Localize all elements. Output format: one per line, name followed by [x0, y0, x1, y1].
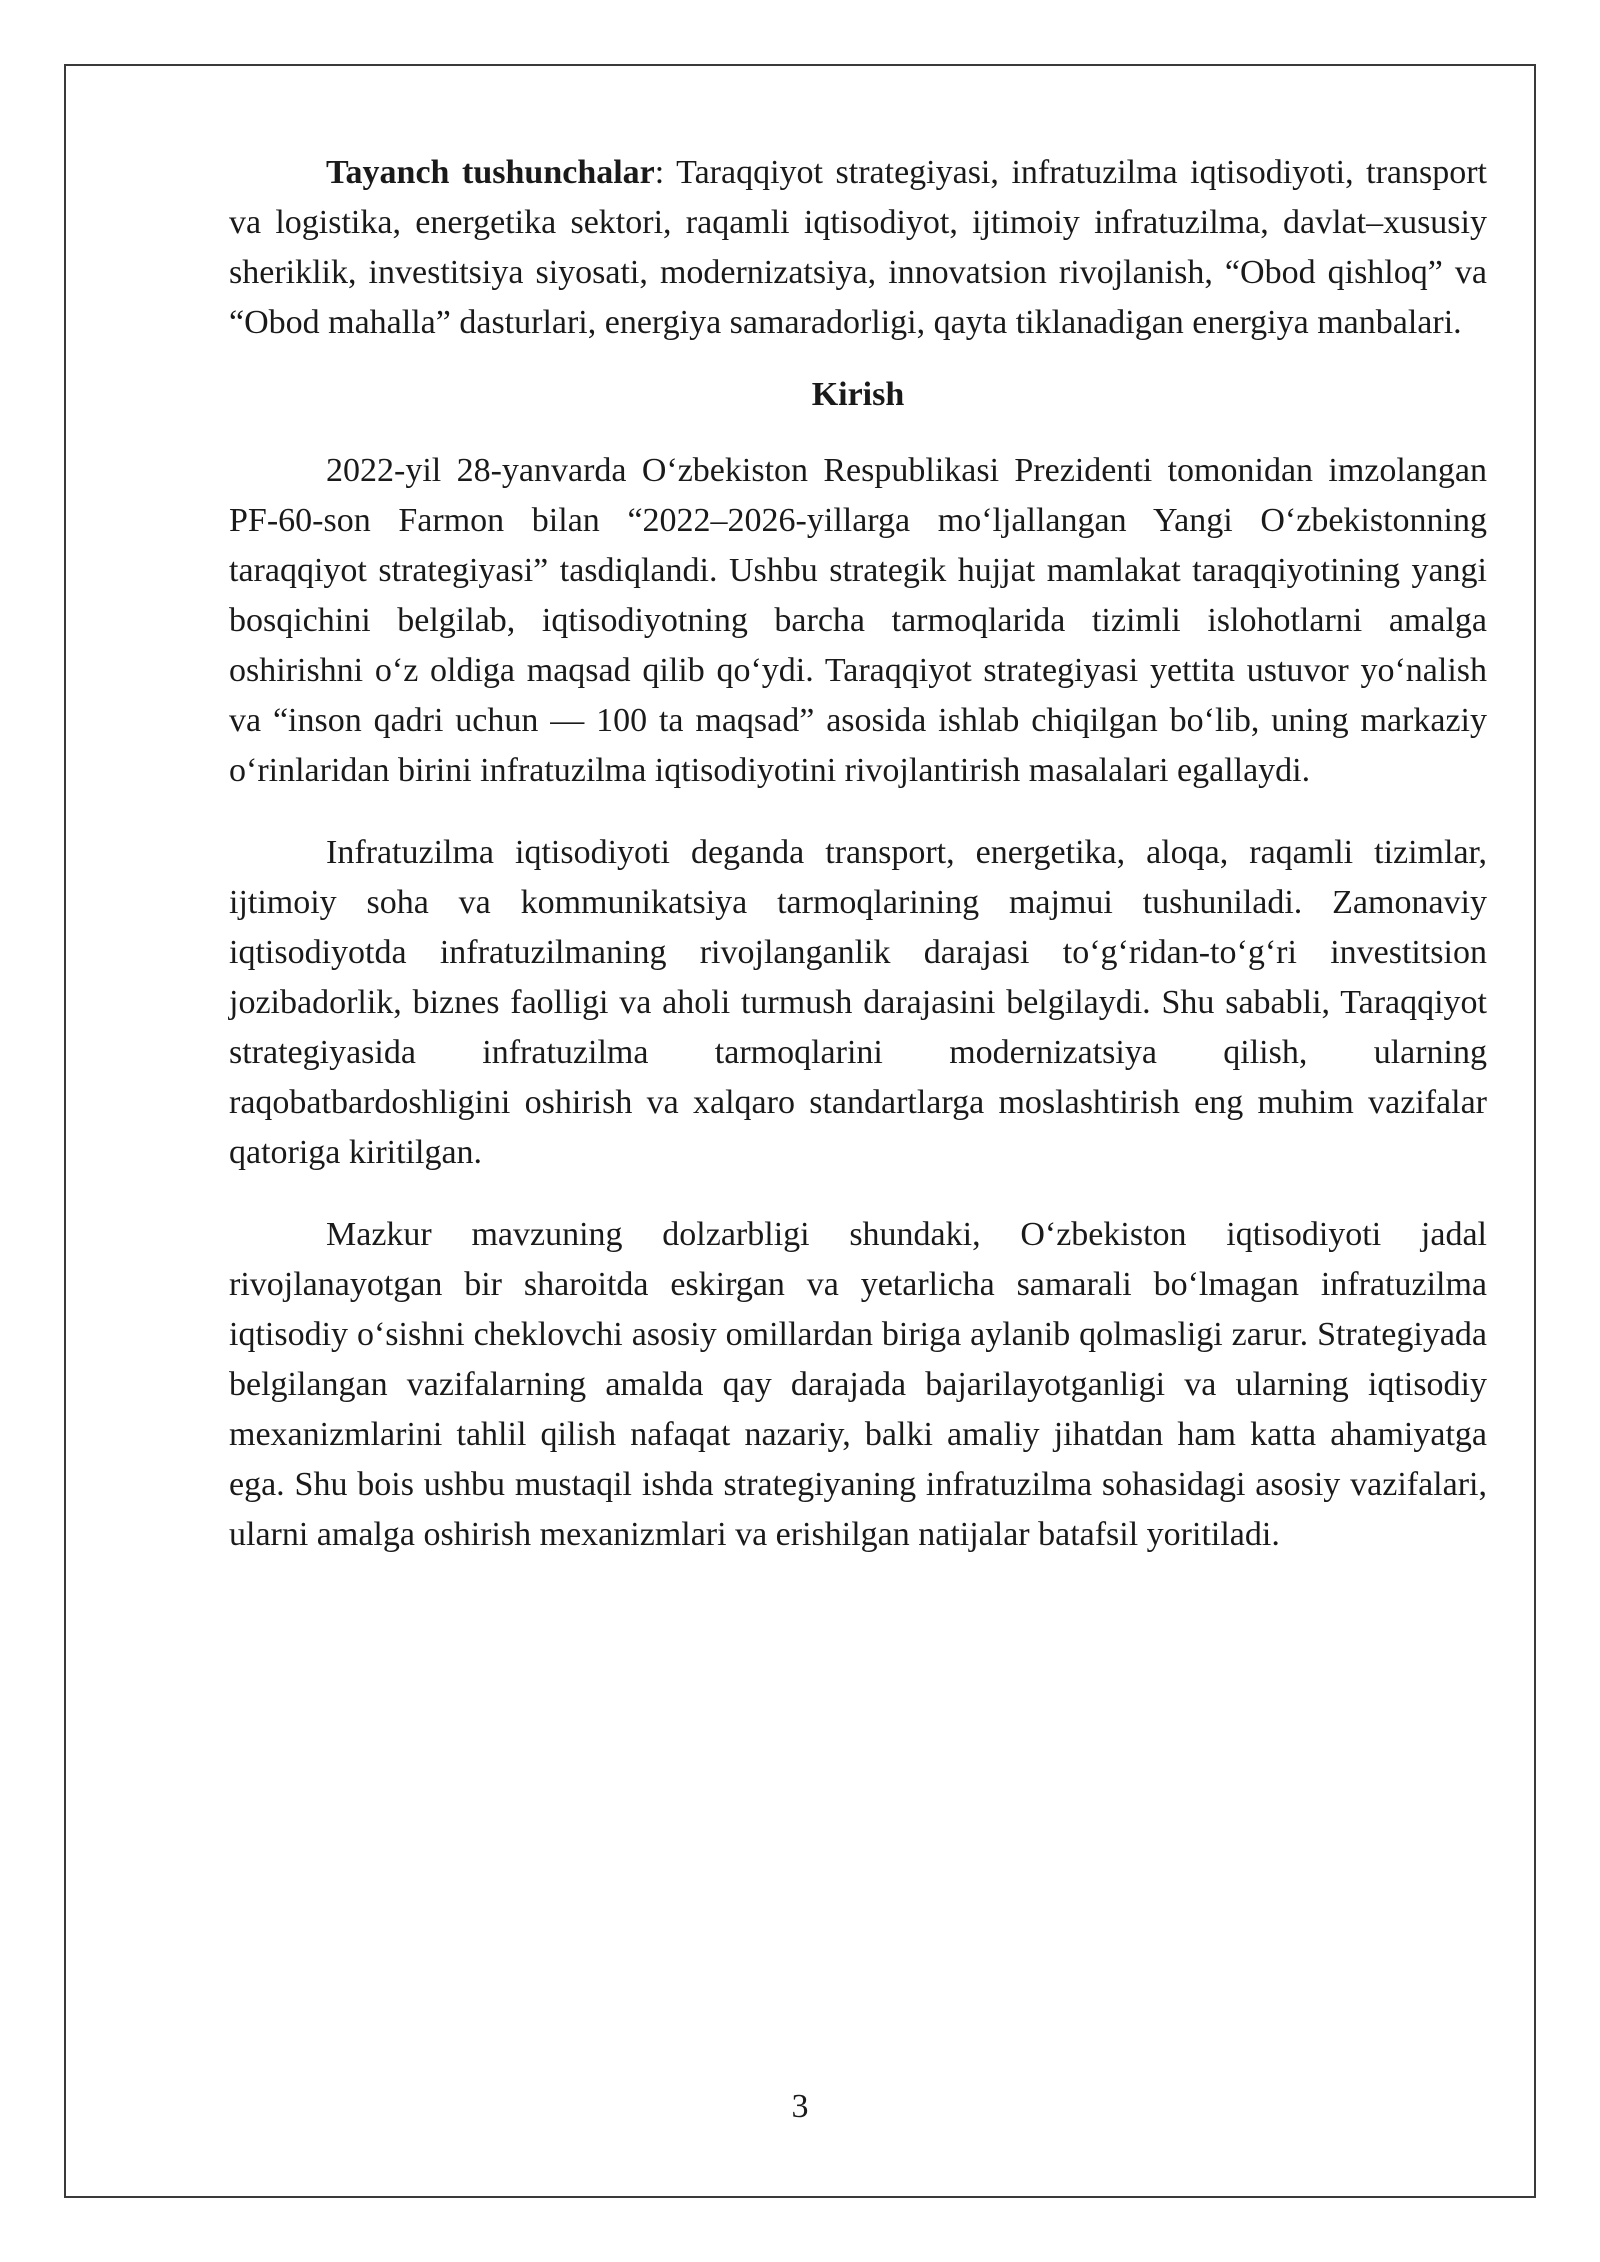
page-number: 3: [791, 2088, 809, 2125]
body-paragraph-3: Mazkur mavzuning dolzarbligi shundaki, O‘zbekiston iqtisodiyoti jadal rivojlanayotgan bir sharoitda eskirgan va yetarlicha samarali bo‘lmagan infratuzilma iqtisodiy o‘sishni cheklovchi asosiy omillardan biriga aylanib qolmasligi zarur. Strategiyada belgilangan vazifalarning amalda qay darajada bajarilayotganligi va ularning iqtisodiy mexanizmlarini tahlil qilish nafaqat nazariy, balki amaliy jihatdan ham katta ahamiyatga ega. Shu bois ushbu mustaqil ishda strategiyaning infratuzilma sohasidagi asosiy vazifalari, ularni amalga oshirish mexanizmlari va erishilgan natijalar batafsil yoritiladi.: [229, 1216, 1487, 1553]
keywords-paragraph: [229, 148, 1487, 348]
body-paragraph-1: 2022-yil 28-yanvarda O‘zbekiston Respublikasi Prezidenti tomonidan imzolangan PF-60-son Farmon bilan “2022–2026-yillarga mo‘ljallangan Yangi O‘zbekistonning taraqqiyot strategiyasi” tasdiqlandi. Ushbu strategik hujjat mamlakat taraqqiyotining yangi bosqichini belgilab, iqtisodiyotning barcha tarmoqlarida tizimli islohotlarni amalga oshirishni o‘z oldiga maqsad qilib qo‘ydi. Taraqqiyot strategiyasi yettita ustuvor yo‘nalish va “inson qadri uchun — 100 ta maqsad” asosida ishlab chiqilgan bo‘lib, uning markaziy o‘rinlaridan birini infratuzilma iqtisodiyotini rivojlantirish masalalari egallaydi.: [229, 452, 1487, 789]
body-paragraph-2: Infratuzilma iqtisodiyoti deganda transport, energetika, aloqa, raqamli tizimlar, ijtimoiy soha va kommunikatsiya tarmoqlarining majmui tushuniladi. Zamonaviy iqtisodiyotda infratuzilmaning rivojlanganlik darajasi to‘g‘ridan-to‘g‘ri investitsion jozibadorlik, biznes faolligi va aholi turmush darajasini belgilaydi. Shu sababli, Taraqqiyot strategiyasida infratuzilma tarmoqlarini modernizatsiya qilish, ularning raqobatbardoshligini oshirish va xalqaro standartlarga moslashtirish eng muhim vazifalar qatoriga kiritilgan.: [229, 834, 1487, 1171]
keywords-separator: :: [654, 154, 665, 191]
section-heading: Kirish: [811, 376, 905, 413]
keywords-text: Taraqqiyot strategiyasi, infratuzilma iqtisodiyoti, transport va logistika, energetika sektori, raqamli iqtisodiyot, ijtimoiy infratuzilma, davlat–xususiy sheriklik, investitsiya siyosati, modernizatsiya, innovatsion rivojlanish, “Obod qishloq” va “Obod mahalla” dasturlari, energiya samaradorligi, qayta tiklanadigan energiya manbalari.: [229, 154, 1487, 341]
keywords-term: Tayanch tushunchalar: [326, 154, 655, 191]
document-body: [229, 148, 1487, 1560]
